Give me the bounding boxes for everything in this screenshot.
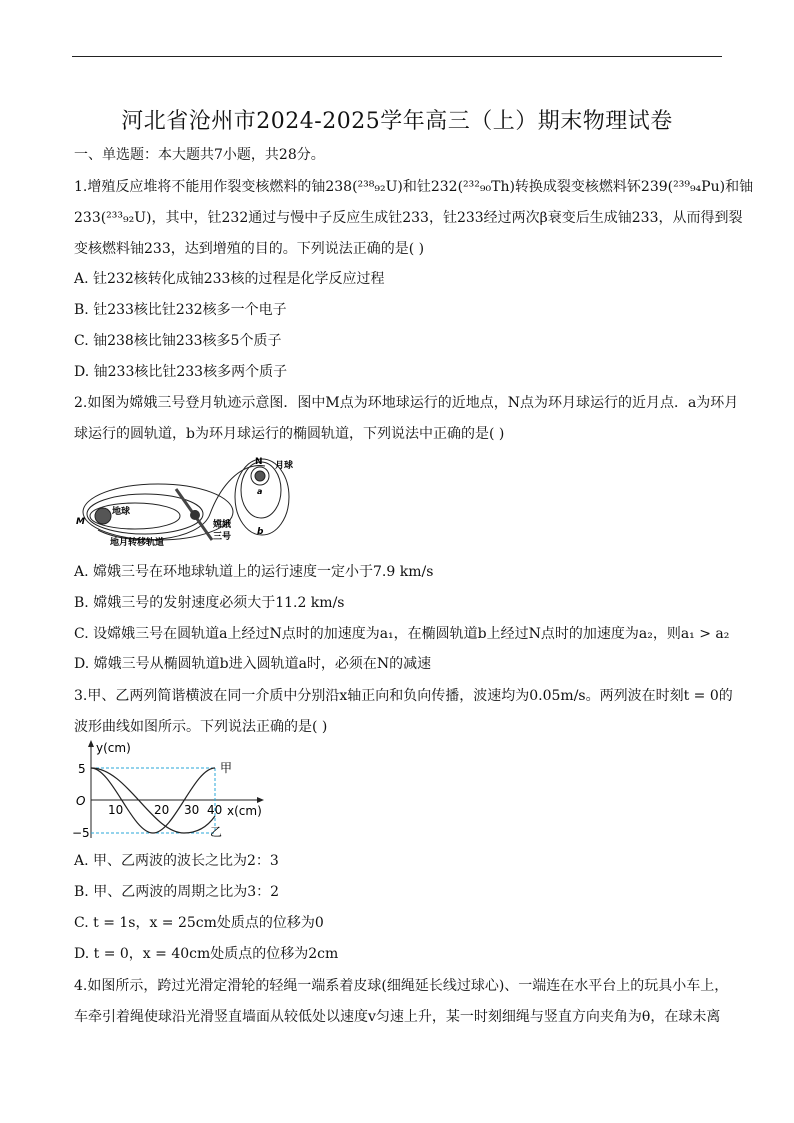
x-axis-arrow [257,797,264,803]
header-rule [72,56,722,57]
q1-option-c[interactable]: C. 铀238核比铀233核多5个质子 [74,333,282,349]
wave-graph [72,738,272,842]
label-moon: 月球 [275,461,294,471]
label-b: b [257,527,264,537]
x-tick-20: 20 [154,803,170,817]
label-a: a [257,487,263,496]
origin-label: O [76,794,86,808]
q2-option-d[interactable]: D. 嫦娥三号从椭圆轨道b进入圆轨道a时，必须在N的减速 [74,656,432,672]
q3-stem-line2: 波形曲线如图所示。下列说法正确的是( ) [74,719,328,735]
x-tick-30: 30 [184,803,200,817]
y-tick-neg5: −5 [72,826,90,840]
earth [95,508,111,524]
q1-stem-line2: 233(²³³₉₂U)，其中，钍232通过与慢中子反应生成钍233，钍233经过两次β衰变后生成铀233，从而得到裂 [74,210,743,226]
q4-stem-line2: 车牵引着绳使球沿光滑竖直墙面从较低处以速度v匀速上升，某一时刻细绳与竖直方向夹角为θ，在球未离 [74,1009,721,1025]
q1-option-a[interactable]: A. 钍232核转化成铀233核的过程是化学反应过程 [74,271,385,287]
q3-stem-line1: 3.甲、乙两列简谐横波在同一介质中分别沿x轴正向和负向传播，波速均为0.05m/s。两列波在时刻t = 0的 [74,688,733,704]
x-tick-10: 10 [108,803,124,817]
section-heading: 一、单选题：本大题共7小题，共28分。 [74,147,325,163]
orbit-diagram [70,452,310,552]
q2-option-c[interactable]: C. 设嫦娥三号在圆轨道a上经过N点时的加速度为a₁，在椭圆轨道b上经过N点时的加速度为a₂，则a₁ > a₂ [74,626,730,642]
label-jia: 甲 [220,761,233,775]
q3-option-d[interactable]: D. t = 0，x = 40cm处质点的位移为2cm [74,946,339,962]
label-probe-1: 嫦娥 [213,520,232,530]
label-earth: 地球 [112,507,131,517]
x-tick-40: 40 [207,803,223,817]
q3-option-a[interactable]: A. 甲、乙两波的波长之比为2：3 [74,853,279,869]
label-transfer: 地月转移轨道 [110,538,165,548]
y-tick-5: 5 [78,762,86,776]
label-M: M [76,517,85,527]
q1-stem-line3: 变核燃料铀233，达到增殖的目的。下列说法正确的是( ) [74,241,425,257]
x-axis-label: x(cm) [227,804,262,818]
q2-stem-line2: 球运行的圆轨道，b为环月球运行的椭圆轨道，下列说法中正确的是( ) [74,426,505,442]
q2-option-a[interactable]: A. 嫦娥三号在环地球轨道上的运行速度一定小于7.9 km/s [74,564,434,580]
q3-option-c[interactable]: C. t = 1s，x = 25cm处质点的位移为0 [74,915,324,931]
label-probe-2: 三号 [213,532,232,542]
y-axis-label: y(cm) [96,741,131,755]
probe-body [190,510,200,520]
label-N: N [255,457,263,467]
q1-option-d[interactable]: D. 铀233核比钍233核多两个质子 [74,364,288,380]
label-yi: 乙 [210,825,223,839]
q1-option-b[interactable]: B. 钍233核比钍232核多一个电子 [74,302,287,318]
y-axis-arrow [88,740,94,747]
q3-option-b[interactable]: B. 甲、乙两波的周期之比为3：2 [74,884,280,900]
q2-option-b[interactable]: B. 嫦娥三号的发射速度必须大于11.2 km/s [74,595,345,611]
page-title: 河北省沧州市2024-2025学年高三（上）期末物理试卷 [121,109,673,134]
q1-stem-line1: 1.增殖反应堆将不能用作裂变核燃料的铀238(²³⁸₉₂U)和钍232(²³²₉₀Th)转换成裂变核燃料钚239(²³⁹₉₄Pu)和铀 [74,179,754,195]
q4-stem-line1: 4.如图所示，跨过光滑定滑轮的轻绳一端系着皮球(细绳延长线过球心)、一端连在水平台上的玩具小车上， [74,978,729,994]
moon [255,471,265,481]
q2-stem-line1: 2.如图为嫦娥三号登月轨迹示意图．图中M点为环地球运行的近地点，N点为环月球运行的近月点．a为环月 [74,395,739,411]
